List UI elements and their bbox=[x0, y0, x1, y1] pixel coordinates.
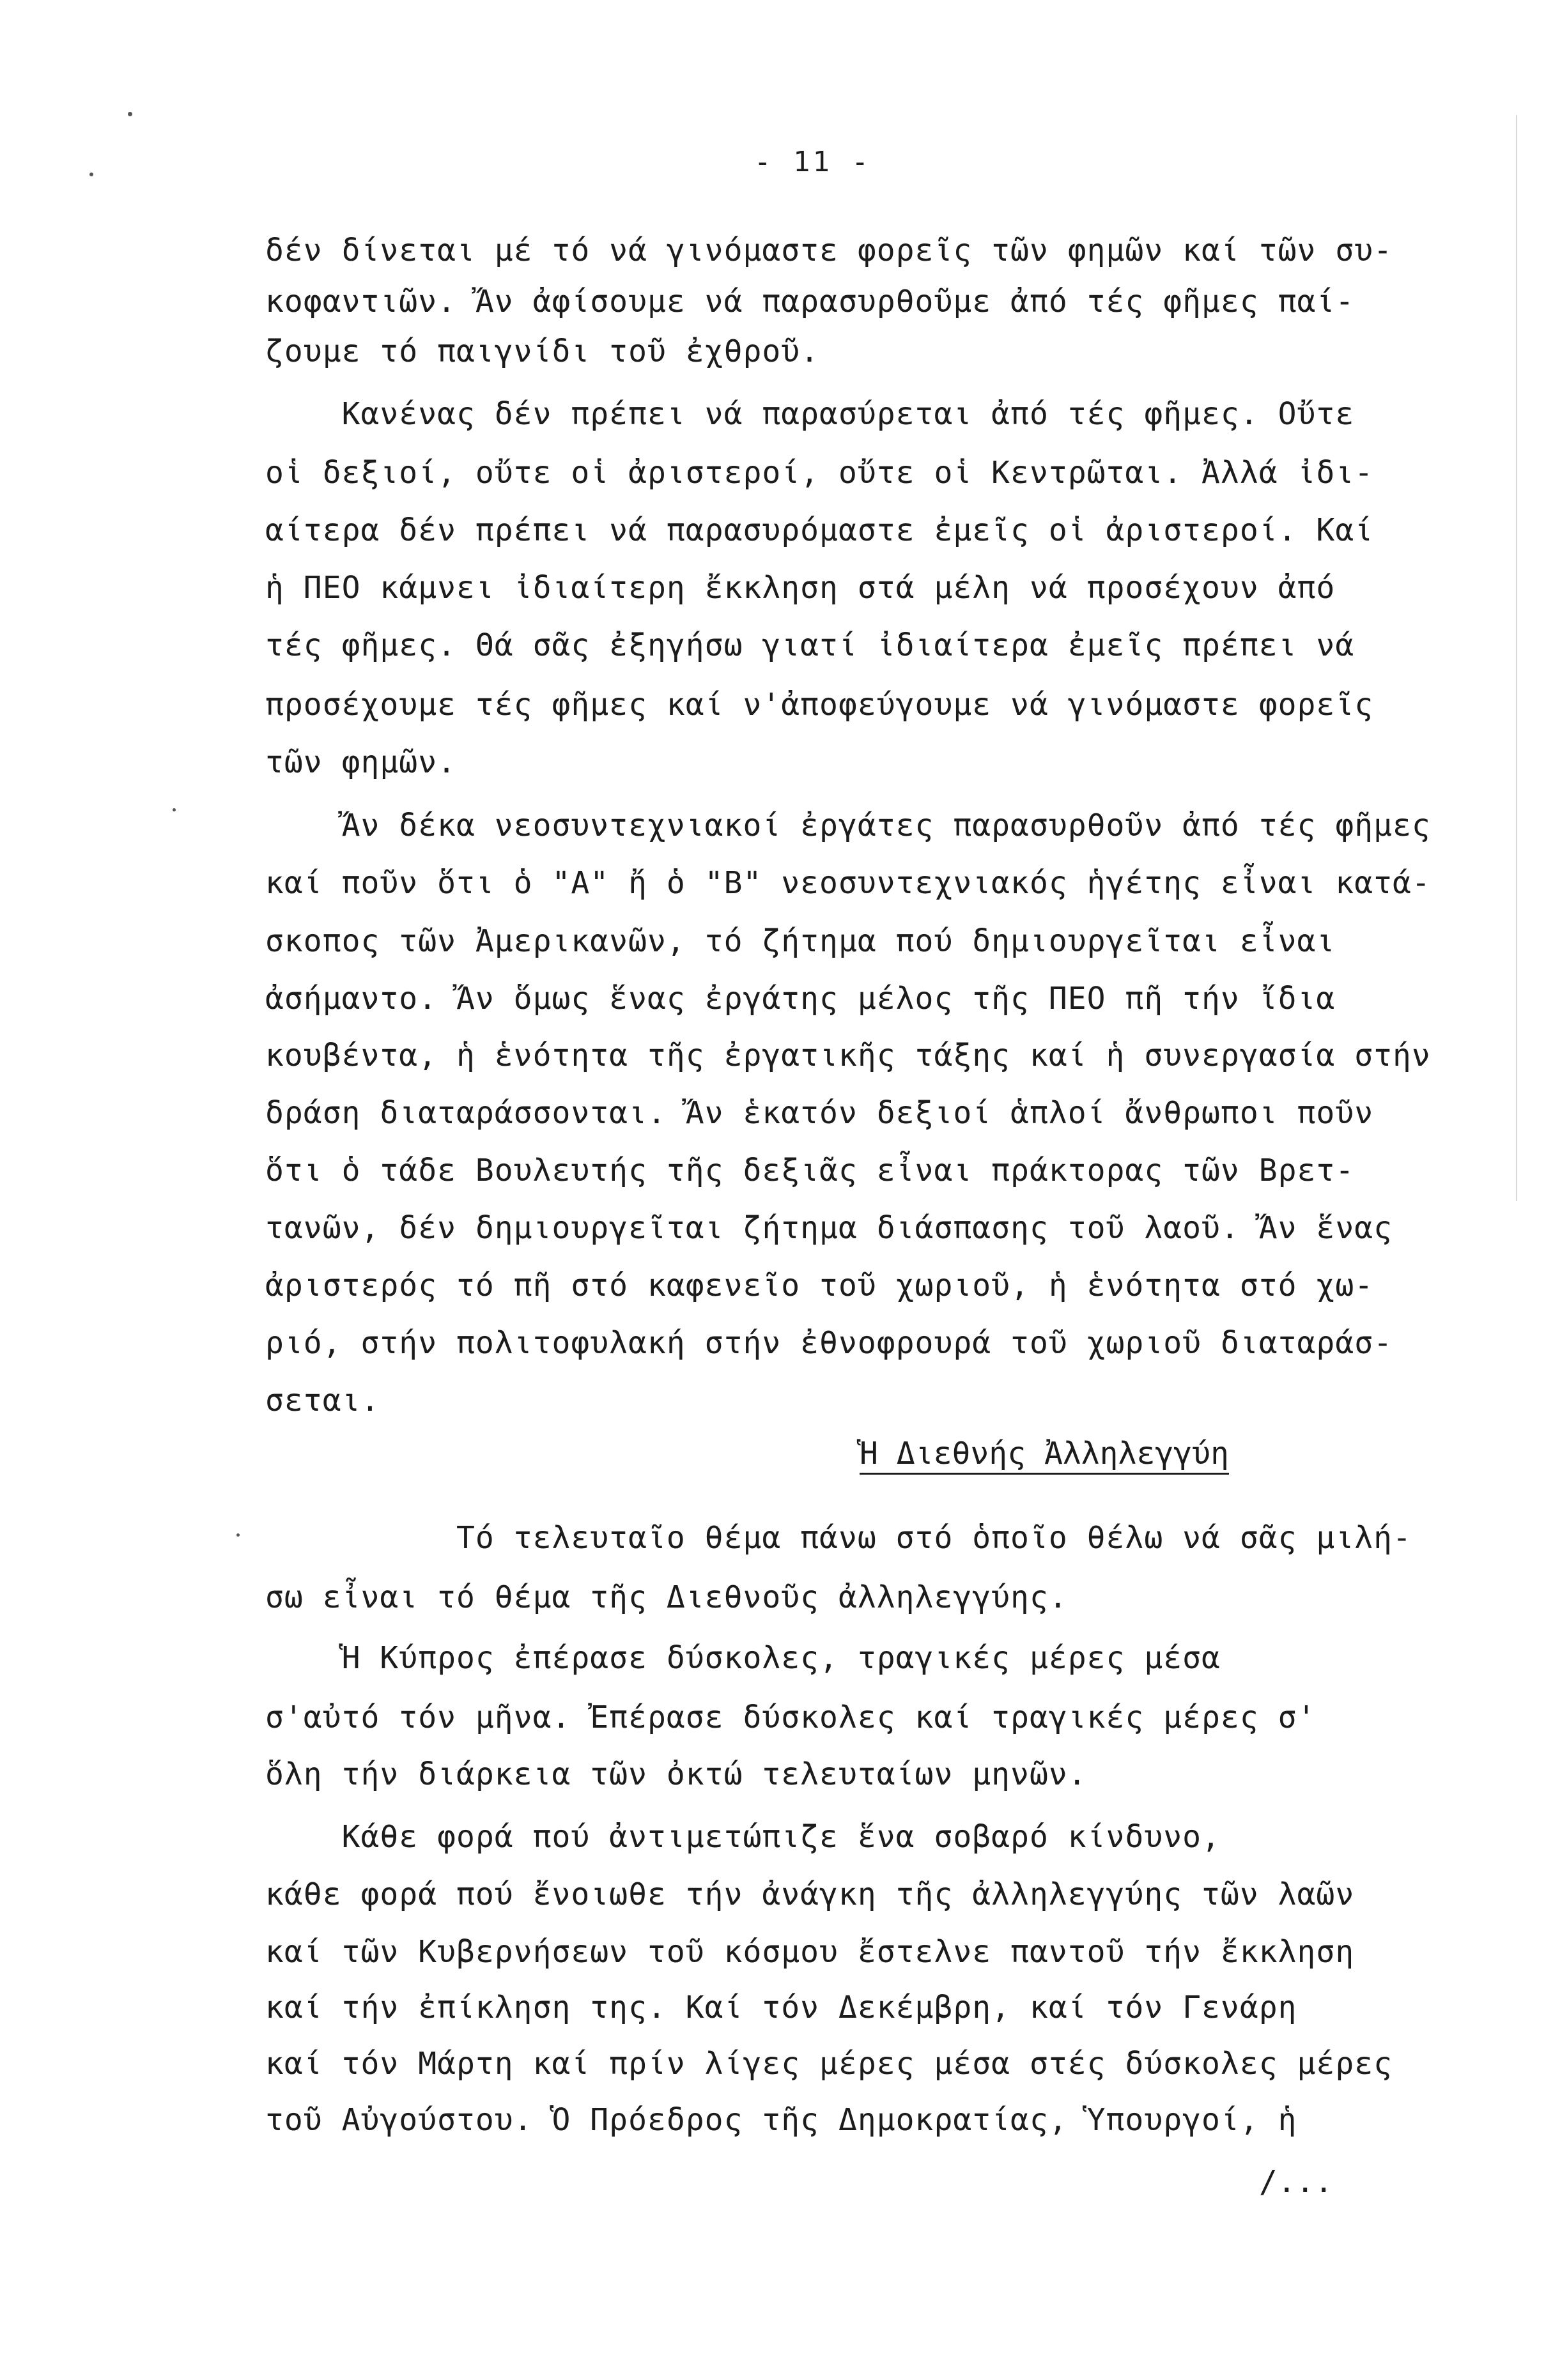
text-line: τοῦ Αὐγούστου. Ὁ Πρόεδρος τῆς Δημοκρατίας, Ὑπουργοί, ἡ bbox=[265, 2102, 1297, 2138]
text-line: κουβέντα, ἡ ἑνότητα τῆς ἐργατικῆς τάξης καί ἡ συνεργασία στήν bbox=[265, 1038, 1431, 1073]
text-line: τές φῆμες. Θά σᾶς ἐξηγήσω γιατί ἰδιαίτερα ἐμεῖς πρέπει νά bbox=[265, 627, 1355, 663]
scan-edge-line bbox=[1516, 115, 1517, 1201]
text-line: καί τῶν Κυβερνήσεων τοῦ κόσμου ἔστελνε παντοῦ τήν ἔκκληση bbox=[265, 1934, 1355, 1970]
page-number: - 11 - bbox=[754, 146, 871, 178]
text-line: ὅλη τήν διάρκεια τῶν ὀκτώ τελευταίων μηνῶν. bbox=[265, 1756, 1087, 1792]
text-line: οἱ δεξιοί, οὔτε οἱ ἀριστεροί, οὔτε οἱ Κεντρῶται. Ἀλλά ἰδι- bbox=[265, 455, 1374, 491]
text-line: ἀσήμαντο. Ἄν ὅμως ἕνας ἐργάτης μέλος τῆς ΠΕΟ πῆ τήν ἴδια bbox=[265, 981, 1336, 1017]
text-line: σεται. bbox=[265, 1383, 380, 1418]
text-line: κάθε φορά πού ἔνοιωθε τήν ἀνάγκη τῆς ἀλληλεγγύης τῶν λαῶν bbox=[265, 1877, 1355, 1912]
text-line: ἀριστερός τό πῆ στό καφενεῖο τοῦ χωριοῦ, ἡ ἑνότητα στό χω- bbox=[265, 1268, 1374, 1303]
text-line: κοφαντιῶν. Ἄν ἀφίσουμε νά παρασυρθοῦμε ἀπό τές φῆμες παί- bbox=[265, 284, 1355, 319]
text-line: σ'αὐτό τόν μῆνα. Ἐπέρασε δύσκολες καί τραγικές μέρες σ' bbox=[265, 1700, 1317, 1735]
text-line: προσέχουμε τές φῆμες καί ν'ἀποφεύγουμε νά γινόμαστε φορεῖς bbox=[265, 687, 1374, 723]
scan-speck bbox=[173, 808, 176, 811]
text-line: σκοπος τῶν Ἀμερικανῶν, τό ζήτημα πού δημιουργεῖται εἶναι bbox=[265, 923, 1336, 959]
text-line: Κανένας δέν πρέπει νά παρασύρεται ἀπό τές φῆμες. Οὔτε bbox=[265, 396, 1355, 432]
continuation-mark: /... bbox=[1259, 2164, 1333, 2200]
text-line: αίτερα δέν πρέπει νά παρασυρόμαστε ἐμεῖς οἱ ἀριστεροί. Καί bbox=[265, 512, 1374, 548]
text-line: ἡ ΠΕΟ κάμνει ἰδιαίτερη ἔκκληση στά μέλη νά προσέχουν ἀπό bbox=[265, 570, 1336, 606]
text-line: καί τήν ἐπίκληση της. Καί τόν Δεκέμβρη, καί τόν Γενάρη bbox=[265, 1990, 1297, 2025]
text-line: ριό, στήν πολιτοφυλακή στήν ἐθνοφρουρά τοῦ χωριοῦ διαταράσ- bbox=[265, 1325, 1393, 1361]
scan-speck bbox=[128, 112, 132, 116]
text-line: Τό τελευταῖο θέμα πάνω στό ὁποῖο θέλω νά σᾶς μιλή- bbox=[265, 1520, 1412, 1556]
text-line: τανῶν, δέν δημιουργεῖται ζήτημα διάσπασης τοῦ λαοῦ. Ἄν ἕνας bbox=[265, 1210, 1393, 1246]
text-line: Ἡ Κύπρος ἐπέρασε δύσκολες, τραγικές μέρες μέσα bbox=[265, 1640, 1221, 1676]
text-line: τῶν φημῶν. bbox=[265, 744, 456, 780]
text-line: καί τόν Μάρτη καί πρίν λίγες μέρες μέσα στές δύσκολες μέρες bbox=[265, 2046, 1393, 2082]
scan-speck bbox=[236, 1533, 240, 1537]
text-line: καί ποῦν ὅτι ὁ "Α" ἤ ὁ "Β" νεοσυντεχνιακός ἡγέτης εἶναι κατά- bbox=[265, 865, 1431, 901]
text-line: δράση διαταράσσονται. Ἄν ἑκατόν δεξιοί ἁπλοί ἄνθρωποι ποῦν bbox=[265, 1095, 1374, 1131]
text-line: ὅτι ὁ τάδε Βουλευτής τῆς δεξιᾶς εἶναι πράκτορας τῶν Βρετ- bbox=[265, 1153, 1355, 1188]
scan-speck bbox=[89, 173, 93, 176]
text-line: ζουμε τό παιγνίδι τοῦ ἐχθροῦ. bbox=[265, 334, 820, 369]
text-line: Ἄν δέκα νεοσυντεχνιακοί ἐργάτες παρασυρθοῦν ἀπό τές φῆμες bbox=[265, 808, 1431, 843]
text-line: σω εἶναι τό θέμα τῆς Διεθνοῦς ἀλληλεγγύης. bbox=[265, 1579, 1068, 1615]
text-line: Κάθε φορά πού ἀντιμετώπιζε ἕνα σοβαρό κίνδυνο, bbox=[265, 1819, 1221, 1855]
text-line: δέν δίνεται μέ τό νά γινόμαστε φορεῖς τῶν φημῶν καί τῶν συ- bbox=[265, 233, 1393, 268]
section-heading: Ἡ Διεθνής Ἀλληλεγγύη bbox=[860, 1436, 1229, 1471]
